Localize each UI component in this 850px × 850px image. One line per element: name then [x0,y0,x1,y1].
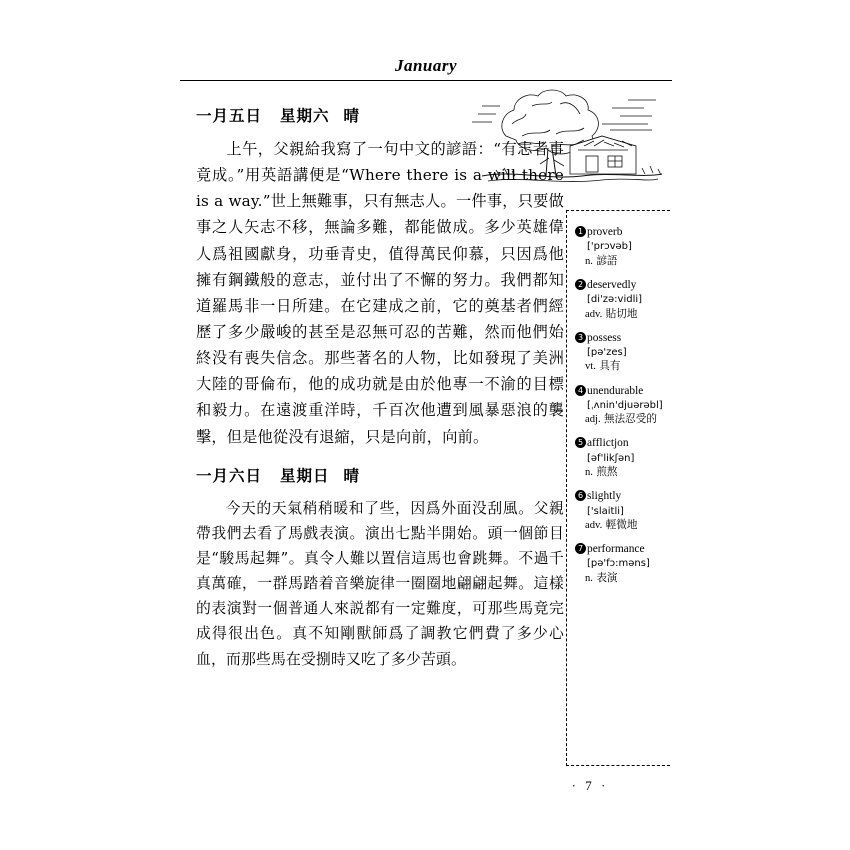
vocabulary-box [566,210,670,766]
vocabulary-pos: adj. [585,414,601,426]
vocabulary-pos: adv. [585,308,603,320]
vocabulary-term: proverb [587,226,623,238]
vocabulary-index: 2 [575,279,586,290]
diary-body [196,104,564,672]
page-header [180,56,672,76]
vocabulary-word [575,331,666,346]
vocabulary-pos: vt. [585,361,596,373]
vocabulary-meaning: 諺語 [596,254,618,267]
vocabulary-term: afflictjon [587,437,629,450]
entry-weekday-jan5: 星期六 [280,107,330,125]
vocabulary-pos: n. [585,255,593,267]
vocabulary-item [575,278,666,322]
header-divider [180,80,672,81]
vocabulary-phonetic: [ˌʌnin'djuərəbl] [587,399,663,411]
vocabulary-pos: n. [585,467,593,479]
vocabulary-word [575,225,666,240]
vocabulary-phonetic: [pə'fɔ:məns] [587,558,650,570]
vocabulary-definition [575,412,666,427]
vocabulary-index: 4 [575,385,586,396]
diary-entry-jan6 [196,464,564,672]
month-title: January [394,56,458,75]
vocabulary-term: slightly [587,490,622,503]
vocabulary-item [575,542,666,586]
vocabulary-word [575,278,666,293]
vocabulary-meaning: 無法忍受的 [603,413,657,426]
vocabulary-definition [575,359,666,374]
vocabulary-item [575,384,666,428]
vocabulary-item [575,331,666,375]
vocabulary-item [575,489,666,533]
vocabulary-meaning: 表演 [596,571,618,584]
page-number: · 7 · [571,778,609,793]
vocabulary-phonetic: ['slaitli] [587,505,624,517]
vocabulary-word [575,436,666,451]
vocabulary-definition [575,571,666,586]
entry-heading-jan5 [196,104,564,126]
vocabulary-word [575,542,666,557]
vocabulary-meaning: 煎熬 [596,466,618,479]
vocabulary-pos: n. [585,572,593,584]
vocabulary-definition [575,518,666,533]
vocabulary-definition [575,254,666,269]
entry-weather-jan5: 晴 [343,107,361,125]
vocabulary-item [575,436,666,480]
vocabulary-pos: adv. [585,519,603,531]
entry-weekday-jan6: 星期日 [280,466,330,485]
entry-text-jan5: 上午，父親給我寫了一句中文的諺語：“有志者事竟成。”用英語講便是“Where there is a will there is a way.”世上無難事，只有無志人。一件事，只要做事之人矢志不移，無論多難，都能做成。多少英雄偉人爲祖國獻身，功垂青史，值得萬民仰慕，只因爲他擁有鋼鐵般的意志，並付出了不懈的努力。我們都知道羅馬非一日所建。在它建成之前，它的奠基者們經歷了多少嚴峻的甚至是忍無可忍的苦難，然而他們始終没有喪失信念。那些著名的人物，比如發現了美洲大陸的哥倫布，他的成功就是由於他專一不渝的目標和毅力。在遠渡重洋時，千百次他遭到風暴惡浪的襲擊，但是他從没有退縮，只是向前，向前。 [196,140,564,446]
vocabulary-term: performance [587,543,645,556]
vocabulary-word [575,384,666,399]
vocabulary-meaning: 貼切地 [605,307,638,320]
vocabulary-phonetic: [di'zə:vidli] [587,294,643,306]
vocabulary-term: deservedly [587,278,637,291]
vocabulary-word [575,489,666,504]
vocabulary-phonetic: [əf'likʃən] [587,452,635,464]
vocabulary-index: 1 [575,226,586,237]
entry-text-jan6: 今天的天氣稍稍暖和了些，因爲外面没刮風。父親帶我們去看了馬戲表演。演出七點半開始。頭一個節目是“駿馬起舞”。真令人難以置信這馬也會跳舞。不過千真萬確，一群馬踏着音樂旋律一圈圈地翩翩起舞。這樣的表演對一個普通人來説都有一定難度，可那些馬竟完成得很出色。真不知剛獸師爲了調教它們費了多少心血，而那些馬在受捌時又吃了多少苦頭。 [196,499,564,668]
vocabulary-term: unendurable [587,384,644,397]
entry-date-jan6: 一月六日 [196,466,263,485]
entry-weather-jan6: 晴 [343,466,361,485]
entry-heading-jan6 [196,464,564,486]
diary-entry-jan5 [196,104,564,450]
vocabulary-definition [575,307,666,322]
vocabulary-index: 6 [575,490,586,501]
vocabulary-index: 3 [575,332,586,343]
entry-date-jan5: 一月五日 [196,107,263,125]
vocabulary-item [575,225,666,269]
vocabulary-phonetic: ['prɔvəb] [587,241,632,253]
vocabulary-meaning: 輕微地 [605,518,638,531]
vocabulary-phonetic: [pə'zes] [587,347,627,358]
vocabulary-meaning: 具有 [599,360,621,373]
vocabulary-term: possess [587,331,622,344]
vocabulary-index: 5 [575,437,586,448]
vocabulary-index: 7 [575,543,586,554]
vocabulary-definition [575,465,666,480]
